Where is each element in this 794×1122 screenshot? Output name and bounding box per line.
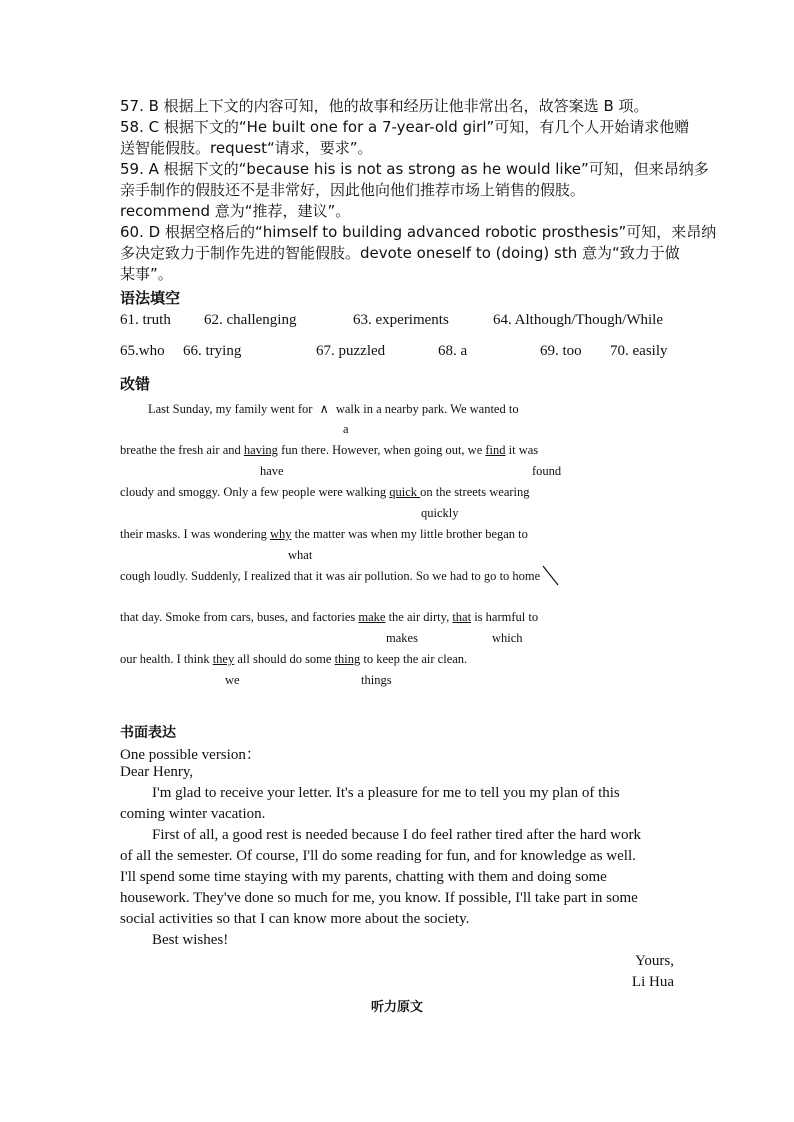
correction-text: the air dirty, [385, 610, 453, 624]
error-word: thing [334, 652, 361, 666]
correction-text: home [509, 569, 541, 583]
correction-line-4 [120, 527, 528, 542]
correction-fix: found [532, 464, 562, 478]
error-word: having [243, 443, 278, 457]
grammar-heading: 语法填空 [120, 289, 181, 307]
letter-text: coming winter vacation. [120, 806, 266, 822]
writing-intro: One possible version： [120, 747, 261, 763]
letter-sign-off: Yours, [635, 953, 674, 969]
correction-heading: 改错 [120, 375, 151, 393]
correction-fix: have [260, 464, 284, 478]
explanation-60-line3: 某事”。 [120, 265, 173, 283]
explanation-59-line1: 59. A 根据下文的“because his is not as strong as he would like”可知，但来昂纳多 [120, 160, 709, 178]
correction-text: walk in a nearby park. We wanted to [332, 402, 519, 416]
correction-line-5 [120, 569, 540, 584]
error-word: quick [389, 485, 421, 499]
error-word: they [212, 652, 235, 666]
answer-70: 70. easily [610, 343, 668, 359]
correction-text: our health. I think [120, 652, 213, 666]
answer-65: 65.who [120, 343, 165, 359]
correction-text: it was [505, 443, 539, 457]
correction-fix: we [225, 673, 240, 687]
letter-text: housework. They've done so much for me, you know. If possible, I'll take part in some [120, 890, 638, 906]
correction-text: that day. Smoke from cars, buses, and factories [120, 610, 359, 624]
correction-fix: quickly [421, 506, 459, 520]
explanation-58-line1: 58. C 根据下文的“He built one for a 7-year-old girl”可知，有几个人开始请求他赠 [120, 118, 690, 136]
error-word: find [485, 443, 506, 457]
answer-68: 68. a [438, 343, 468, 359]
correction-line-2 [120, 443, 538, 458]
correction-text: fun there. However, when going out, we [277, 443, 486, 457]
correction-text: on the streets wearing [420, 485, 530, 499]
correction-fix: things [361, 673, 392, 687]
correction-text: cough loudly. Suddenly, I realized that it was air pollution. So we had to go [120, 569, 500, 583]
letter-closing: Best wishes! [152, 932, 229, 948]
correction-line-1 [148, 401, 519, 417]
answer-66: 66. trying [183, 343, 242, 359]
letter-text: social activities so that I can know more about the society. [120, 911, 470, 927]
correction-fix: which [492, 631, 523, 645]
explanation-60-line2: 多决定致力于制作先进的智能假肢。devote oneself to (doing) sth 意为“致力于做 [120, 244, 680, 262]
letter-signature: Li Hua [631, 974, 674, 990]
correction-line-6 [120, 610, 538, 625]
correction-text: cloudy and smoggy. Only a few people were walking [120, 485, 390, 499]
answer-64: 64. Although/Though/While [493, 312, 663, 328]
error-word: why [269, 527, 292, 541]
correction-line-7 [120, 652, 467, 667]
correction-fix: a [343, 422, 349, 436]
correction-text: the matter was when my little brother began to [291, 527, 528, 541]
answer-61: 61. truth [120, 312, 171, 328]
insert-caret: ∧ [319, 402, 329, 416]
correction-text: is harmful to [471, 610, 539, 624]
explanation-59-line3: recommend 意为“推荐，建议”。 [120, 202, 351, 220]
answer-63: 63. experiments [353, 312, 449, 328]
explanation-59-line2: 亲手制作的假肢还不是非常好，因此他向他们推荐市场上销售的假肢。 [120, 181, 586, 199]
correction-fix: what [288, 548, 313, 562]
listening-heading: 听力原文 [370, 1000, 423, 1015]
explanation-58-line2: 送智能假肢。request“请求，要求”。 [120, 139, 373, 157]
letter-text: I'll spend some time staying with my parents, chatting with them and doing some [120, 869, 607, 885]
correction-line-3 [120, 485, 530, 500]
correction-text: their masks. I was wondering [120, 527, 270, 541]
correction-text: all should do some [234, 652, 335, 666]
answer-69: 69. too [540, 343, 582, 359]
explanation-60-line1: 60. D 根据空格后的“himself to building advanced robotic prosthesis”可知，来昂纳 [120, 223, 717, 241]
correction-text: breathe the fresh air and [120, 443, 244, 457]
correction-fix: makes [386, 631, 418, 645]
letter-greeting: Dear Henry, [120, 764, 194, 780]
correction-text: Last Sunday, my family went for [148, 402, 316, 416]
error-word: make [358, 610, 386, 624]
answer-67: 67. puzzled [316, 343, 386, 359]
explanation-57: 57. B 根据上下文的内容可知，他的故事和经历让他非常出名，故答案选 B 项。 [120, 97, 649, 115]
letter-text: First of all, a good rest is needed because I do feel rather tired after the hard work [152, 827, 641, 843]
deleted-word: to [499, 569, 510, 583]
answer-62: 62. challenging [204, 312, 297, 328]
letter-text: I'm glad to receive your letter. It's a pleasure for me to tell you my plan of this [152, 785, 620, 801]
letter-text: of all the semester. Of course, I'll do some reading for fun, and for knowledge as well. [120, 848, 636, 864]
correction-text: to keep the air clean. [360, 652, 468, 666]
error-word: that [452, 610, 472, 624]
delete-slash-icon [540, 563, 562, 589]
writing-heading: 书面表达 [120, 725, 176, 741]
